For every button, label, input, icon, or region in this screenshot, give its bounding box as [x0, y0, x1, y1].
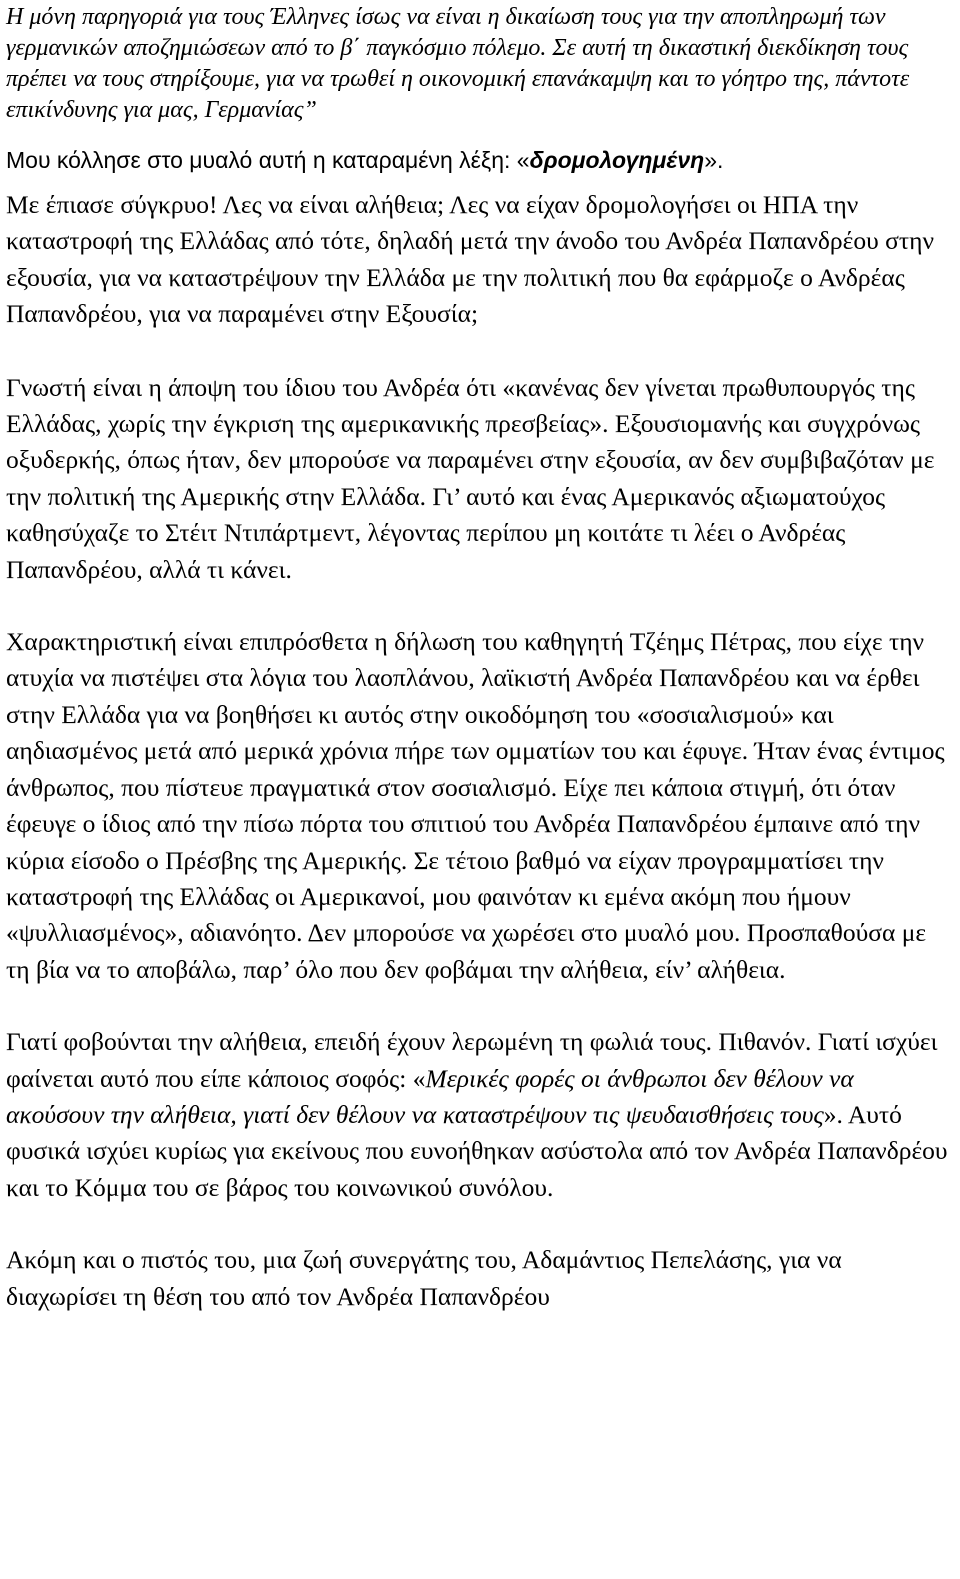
emphasized-word: δρομολογημένη: [529, 147, 705, 173]
paragraph-3: Χαρακτηριστική είναι επιπρόσθετα η δήλωση του καθηγητή Τζέημς Πέτρας, που είχε την ατυχία να πιστέψει στα λόγια του λαοπλάνου, λαϊκιστή Ανδρέα Παπανδρέου και να έρθει στην Ελλάδα για να βοηθήσει κι αυτός στην οικοδόμηση του «σοσιαλισμού» και αηδιασμένος μετά από μερικά χρόνια πήρε των ομματίων του και έφυγε. Ήταν ένας έντιμος άνθρωπος, που πίστευε πραγματικά στον σοσιαλισμό. Είχε πει κάποια στιγμή, ότι όταν έφευγε ο ίδιος από την πίσω πόρτα του σπιτιού του Ανδρέα Παπανδρέου έμπαινε από την κύρια είσοδο ο Πρέσβης της Αμερικής. Σε τέτοιο βαθμό να είχαν προγραμματίσει την καταστροφή της Ελλάδας οι Αμερικανοί, μου φαινόταν κι εμένα ακόμη που ήμουν «ψυλλιασμένος», αδιανόητο. Δεν μπορούσε να χωρέσει στο μυαλό μου. Προσπαθούσα με τη βία να το αποβάλω, παρ’ όλο που δεν φοβάμαι την αλήθεια, είν’ αλήθεια.: [6, 627, 945, 984]
lead-text-end: ».: [704, 147, 724, 173]
lead-sentence: [6, 145, 954, 175]
document-page: [6, 0, 954, 1315]
paragraph-4: [6, 1024, 954, 1206]
intro-quote-paragraph: Η μόνη παρηγοριά για τους Έλληνες ίσως να είναι η δικαίωση τους για την αποπληρωμή των γερμανικών αποζημιώσεων από το β΄ παγκόσμιο πόλεμο. Σε αυτή τη δικαστική διεκδίκηση τους πρέπει να τους στηρίξουμε, για να τρωθεί η οικονομική επανάκαμψη και το γόητρο της, πάντοτε επικίνδυνης για μας, Γερμανίας”: [6, 4, 910, 123]
paragraph-4-quote: Μερικές φορές οι άνθρωποι δεν θέλουν να ακούσουν την αλήθεια, γιατί δεν θέλουν να καταστρέψουν τις ψευδαισθήσεις τους: [6, 1063, 854, 1129]
paragraph-2: Γνωστή είναι η άποψη του ίδιου του Ανδρέα ότι «κανένας δεν γίνεται πρωθυπουργός της Ελλάδας, χωρίς την έγκριση της αμερικανικής πρεσβείας». Εξουσιομανής και συγχρόνως οξυδερκής, όπως ήταν, δεν μπορούσε να παραμένει στην εξουσία, αν δεν συμβιβαζόταν με την πολιτική της Αμερικής στην Ελλάδα. Γι’ αυτό και ένας Αμερικανός αξιωματούχος καθησύχαζε το Στέιτ Ντιπάρτμεντ, λέγοντας περίπου μη κοιτάτε τι λέει ο Ανδρέας Παπανδρέου, αλλά τι κάνει.: [6, 372, 935, 584]
paragraph-1: Με έπιασε σύγκρυο! Λες να είναι αλήθεια; Λες να είχαν δρομολογήσει οι ΗΠΑ την καταστροφή της Ελλάδας από τότε, δηλαδή μετά την άνοδο του Ανδρέα Παπανδρέου στην εξουσία, για να καταστρέψουν την Ελλάδα με την πολιτική που θα εφάρμοζε ο Ανδρέας Παπανδρέου, για να παραμένει στην Εξουσία;: [6, 190, 934, 329]
paragraph-4-text-end: ». Αυτό φυσικά ισχύει κυρίως για εκείνους που ευνοήθηκαν ασύστολα από τον Ανδρέα Παπανδρέου και το Κόμμα του σε βάρος του κοινωνικού συνόλου.: [6, 1099, 948, 1202]
lead-text: Μου κόλλησε στο μυαλό αυτή η καταραμένη λέξη: «: [6, 147, 530, 173]
paragraph-5: Ακόμη και ο πιστός του, μια ζωή συνεργάτης του, Αδαμάντιος Πεπελάσης, για να διαχωρίσει τη θέση του από τον Ανδρέα Παπανδρέου: [6, 1245, 842, 1311]
paragraph-4-text: Γιατί φοβούνται την αλήθεια, επειδή έχουν λερωμένη τη φωλιά τους. Πιθανόν. Γιατί ισχύει φαίνεται αυτό που είπε κάποιος σοφός: «: [6, 1027, 938, 1093]
